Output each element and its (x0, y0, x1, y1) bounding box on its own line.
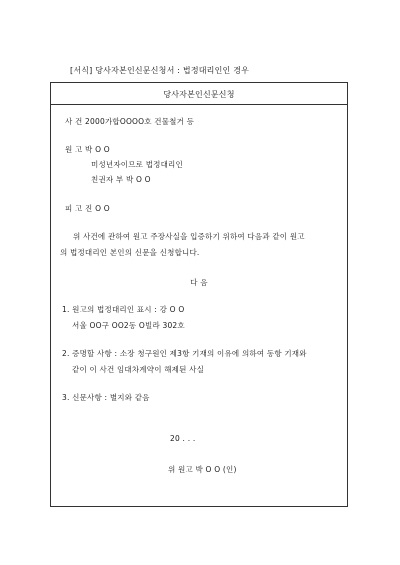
item-3-line: 3. 신문사항 : 별지와 같음 (62, 393, 150, 402)
item-2-line-1: 2. 증명할 사항 : 소장 청구원인 제3항 기재의 이유에 의하여 동항 기재와 (62, 349, 307, 358)
defendant-line: 피 고 진 O O (65, 204, 110, 213)
item-1-line-1: 1. 원고의 법정대리인 표시 : 강 O O (62, 305, 185, 314)
plaintiff-line: 원 고 박 O O (65, 145, 110, 154)
document-title: 당사자본인신문신청 (163, 90, 235, 99)
document-box (50, 82, 348, 507)
item-1-line-2: 서울 OO구 OO2동 O빌라 302호 (72, 321, 185, 330)
case-line: 사 건 2000가합OOOO호 건물철거 등 (65, 117, 195, 126)
body-line-1: 위 사건에 관하여 원고 주장사실을 입증하기 위하여 다음과 같이 원고 (73, 232, 305, 241)
item-2-line-2: 같이 이 사건 임대차계약이 해제된 사실 (72, 365, 205, 374)
date-line: 20 . . . (170, 434, 196, 443)
body-line-2: 의 법정대리인 본인의 신문을 신청합니다. (60, 248, 200, 257)
signature-line: 위 원고 박 O O (인) (168, 465, 237, 474)
plaintiff-note: 미성년자이므로 법정대리인 (91, 160, 183, 169)
form-label: [서식] 당사자본인신문신청서 : 법정대리인인 경우 (70, 66, 250, 75)
guardian-line: 친권자 부 박 O O (91, 175, 151, 184)
title-divider (51, 104, 347, 105)
section-heading: 다 음 (190, 278, 208, 287)
